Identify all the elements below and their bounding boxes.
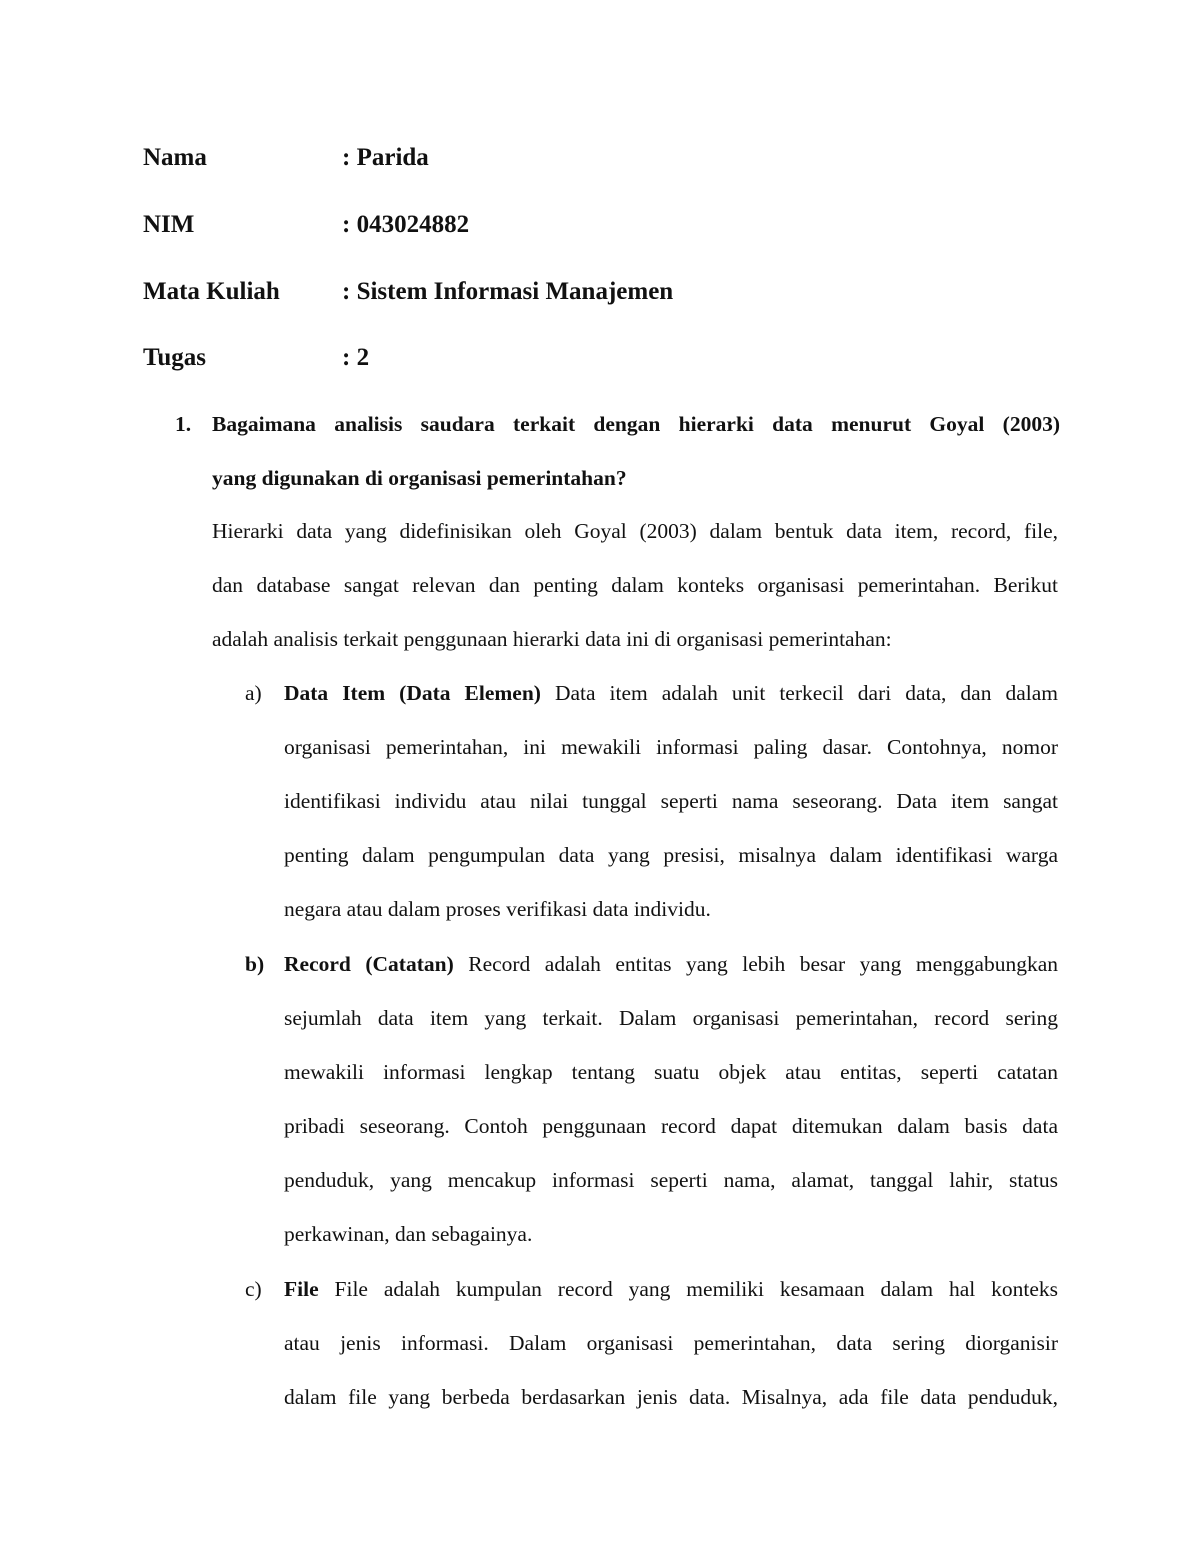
nim-label: NIM [143, 211, 195, 238]
item-c-line: dalam file yang berbeda berdasarkan jenis data. Misalnya, ada file data penduduk, [284, 1385, 1058, 1409]
item-b-line: sejumlah data item yang terkait. Dalam organisasi pemerintahan, record sering [284, 1006, 1058, 1030]
item-a-line: organisasi pemerintahan, ini mewakili informasi paling dasar. Contohnya, nomor [284, 735, 1058, 759]
question-line-2: yang digunakan di organisasi pemerintahan? [212, 466, 627, 490]
item-b-first-line [284, 949, 1058, 979]
item-a-title: Data Item (Data Elemen) [284, 681, 541, 705]
item-c-line: atau jenis informasi. Dalam organisasi pemerintahan, data sering diorganisir [284, 1331, 1058, 1355]
question-line-1: Bagaimana analisis saudara terkait dengan hierarki data menurut Goyal (2003) [212, 412, 1060, 436]
question-1 [175, 409, 1060, 489]
question-number: 1. [175, 412, 192, 436]
info-row-tugas [143, 343, 369, 373]
list-marker-a: a) [245, 681, 262, 705]
item-c-first-line [284, 1274, 1058, 1304]
nim-value: : 043024882 [342, 211, 470, 238]
intro-line-3: adalah analisis terkait penggunaan hierarki data ini di organisasi pemerintahan: [212, 627, 892, 651]
item-a-first-line [284, 678, 1058, 708]
item-c-first-text: File adalah kumpulan record yang memiliki kesamaan dalam hal konteks [318, 1277, 1058, 1301]
item-a-line: identifikasi individu atau nilai tunggal seperti nama seseorang. Data item sangat [284, 789, 1058, 813]
item-c-title: File [284, 1277, 319, 1301]
item-b-line: pribadi seseorang. Contoh penggunaan record dapat ditemukan dalam basis data [284, 1114, 1058, 1138]
list-marker-c: c) [245, 1277, 262, 1301]
mata-kuliah-value: : Sistem Informasi Manajemen [342, 278, 674, 305]
info-row-nim [143, 210, 469, 240]
intro-line-2: dan database sangat relevan dan penting dalam konteks organisasi pemerintahan. Berikut [212, 573, 1058, 597]
item-a-line: negara atau dalam proses verifikasi data individu. [284, 897, 711, 921]
item-b-line: perkawinan, dan sebagainya. [284, 1222, 533, 1246]
tugas-value: : 2 [342, 344, 370, 371]
item-b-first-text: Record adalah entitas yang lebih besar yang menggabungkan [453, 952, 1058, 976]
intro-line-1: Hierarki data yang didefinisikan oleh Goyal (2003) dalam bentuk data item, record, file, [212, 519, 1058, 543]
item-a-line: penting dalam pengumpulan data yang presisi, misalnya dalam identifikasi warga [284, 843, 1058, 867]
nama-label: Nama [143, 144, 207, 171]
list-marker-b: b) [245, 952, 265, 976]
item-b-title: Record (Catatan) [284, 952, 454, 976]
item-a-first-text: Data item adalah unit terkecil dari data, dan dalam [540, 681, 1058, 705]
tugas-label: Tugas [143, 344, 207, 371]
mata-kuliah-label: Mata Kuliah [143, 278, 280, 305]
info-row-nama [143, 143, 429, 173]
item-b-line: mewakili informasi lengkap tentang suatu objek atau entitas, seperti catatan [284, 1060, 1058, 1084]
nama-value: : Parida [342, 144, 429, 171]
info-row-mata-kuliah [143, 277, 673, 307]
item-b-line: penduduk, yang mencakup informasi seperti nama, alamat, tanggal lahir, status [284, 1168, 1058, 1192]
